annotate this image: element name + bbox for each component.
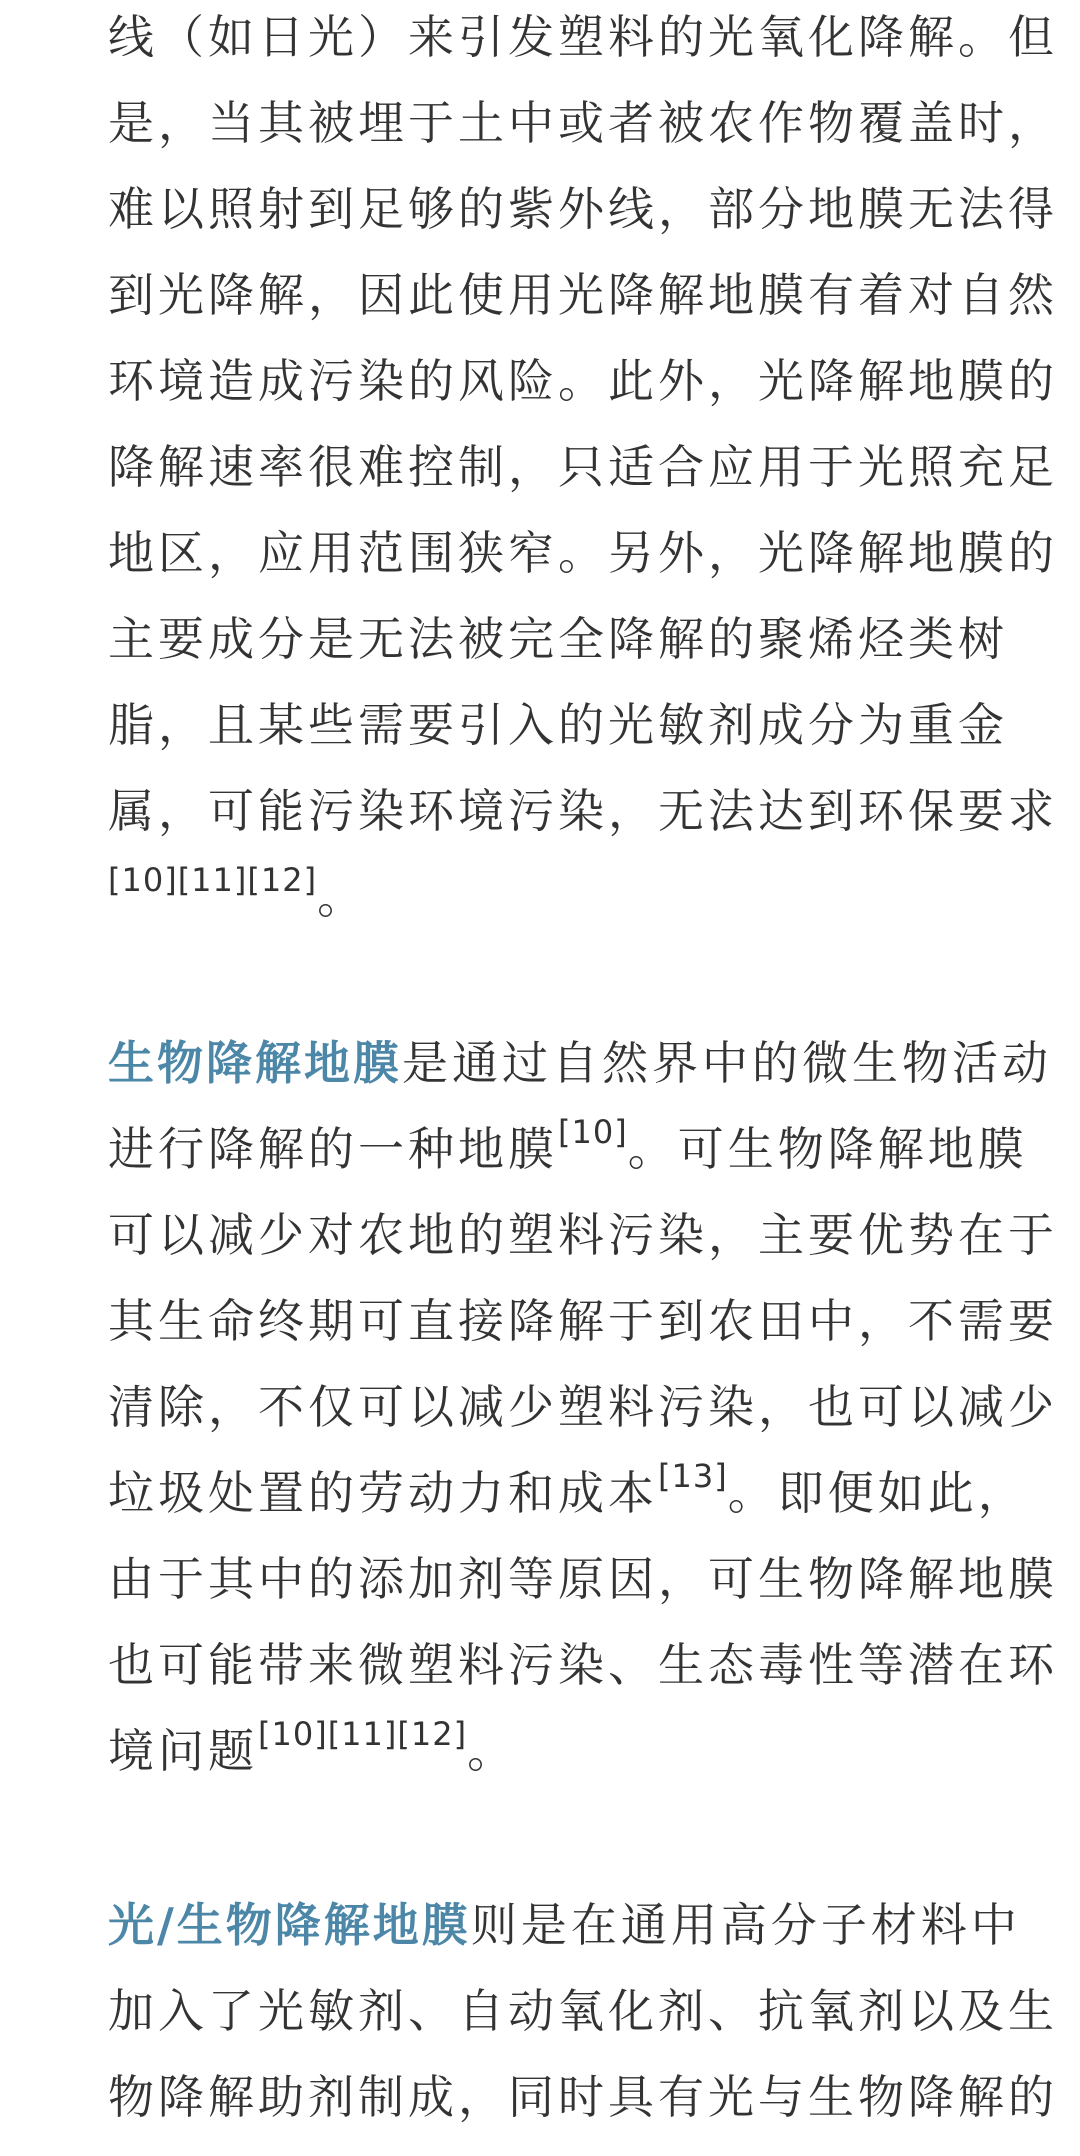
paragraph-photodegradable-film [108, 0, 1058, 940]
highlight-term: 生物降解地膜 [108, 1036, 402, 1090]
text-line: 地区，应用范围狭窄。另外，光降解地膜的 [108, 526, 1058, 580]
citation-link[interactable]: [10] [558, 1113, 628, 1151]
paragraph-photo-bio-film [108, 1882, 1058, 2140]
citation-link[interactable]: [13] [658, 1457, 728, 1495]
text-fragment: 垃圾处置的劳动力和成本 [108, 1466, 658, 1520]
citation-link[interactable]: [10][11][12] [108, 861, 318, 899]
text-fragment: 。可生物降解地膜 [627, 1122, 1028, 1176]
text-line: 主要成分是无法被完全降解的聚烯烃类树 [108, 612, 1008, 666]
text-line: 是，当其被埋于土中或者被农作物覆盖时， [108, 96, 1058, 150]
text-line: 到光降解，因此使用光降解地膜有着对自然 [108, 268, 1058, 322]
text-line: 可以减少对农地的塑料污染，主要优势在于 [108, 1208, 1058, 1262]
citation-link[interactable]: [10][11][12] [258, 1715, 468, 1753]
text-fragment: 。 [467, 1724, 518, 1778]
text-line: 脂，且某些需要引入的光敏剂成分为重金 [108, 698, 1008, 752]
text-line: 降解速率很难控制，只适合应用于光照充足 [108, 440, 1058, 494]
text-line: 也可能带来微塑料污染、生态毒性等潜在环 [108, 1638, 1058, 1692]
text-line: 属，可能污染环境污染，无法达到环保要求 [108, 784, 1058, 838]
text-line: 环境造成污染的风险。此外，光降解地膜的 [108, 354, 1058, 408]
text-line: 清除，不仅可以减少塑料污染，也可以减少 [108, 1380, 1058, 1434]
text-line: 物降解助剂制成，同时具有光与生物降解的 [108, 2070, 1058, 2124]
text-fragment: 。即便如此， [727, 1466, 1028, 1520]
text-fragment: 则是在通用高分子材料中 [470, 1898, 1021, 1952]
text-line [108, 1020, 1058, 1106]
text-line [108, 1450, 1058, 1536]
text-fragment: 是通过自然界中的微生物活动 [402, 1036, 1052, 1090]
text-fragment: 境问题 [108, 1724, 258, 1778]
text-line [108, 1106, 1058, 1192]
text-line [108, 854, 1058, 940]
text-line: 难以照射到足够的紫外线，部分地膜无法得 [108, 182, 1058, 236]
text-line: 线（如日光）来引发塑料的光氧化降解。但 [108, 10, 1058, 64]
text-line: 由于其中的添加剂等原因，可生物降解地膜 [108, 1552, 1058, 1606]
text-fragment: 进行降解的一种地膜 [108, 1122, 558, 1176]
paragraph-biodegradable-film [108, 1020, 1058, 1794]
text-line: 其生命终期可直接降解于到农田中，不需要 [108, 1294, 1058, 1348]
text-line [108, 1882, 1058, 1968]
text-fragment: 。 [317, 870, 368, 924]
text-line [108, 1708, 1058, 1794]
text-line: 加入了光敏剂、自动氧化剂、抗氧剂以及生 [108, 1984, 1058, 2038]
highlight-term: 光/生物降解地膜 [108, 1898, 471, 1952]
